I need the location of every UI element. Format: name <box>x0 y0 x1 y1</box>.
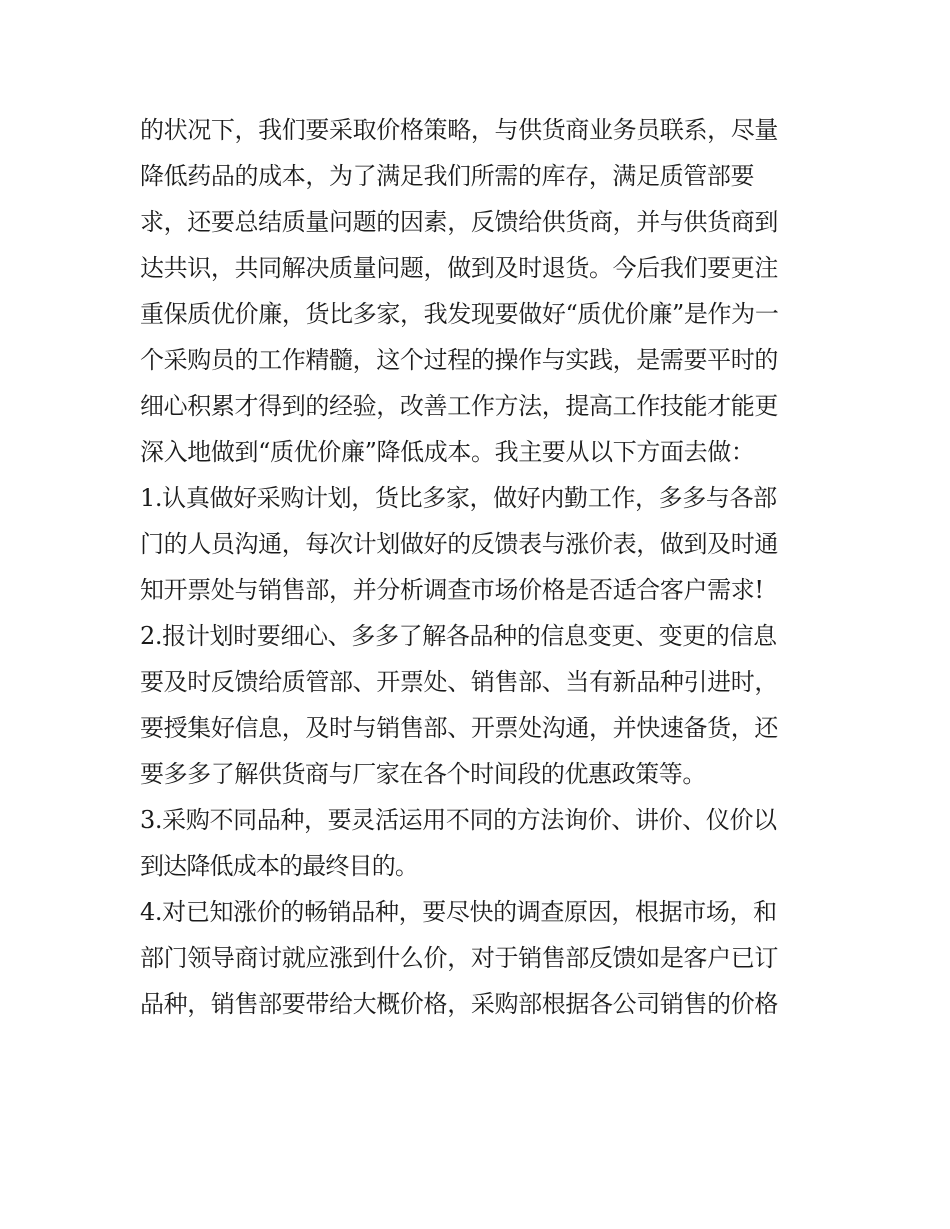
text-line: 个采购员的工作精髓，这个过程的操作与实践，是需要平时的 <box>140 346 779 374</box>
list-item-1-line: 知开票处与销售部，并分析调查市场价格是否适合客户需求! <box>140 576 764 604</box>
list-item-4-line: 品种，销售部要带给大概价格，采购部根据各公司销售的价格 <box>140 990 779 1018</box>
list-item-1-line: 门的人员沟通，每次计划做好的反馈表与涨价表，做到及时通 <box>140 530 779 558</box>
text-line: 降低药品的成本，为了满足我们所需的库存，满足质管部要 <box>140 162 755 190</box>
body-text <box>140 107 820 1027</box>
list-item-4-line: 4.对已知涨价的畅销品种，要尽快的调查原因，根据市场，和 <box>140 898 777 926</box>
list-item-3-line: 到达降低成本的最终目的。 <box>140 852 419 880</box>
list-item-2-line: 要授集好信息，及时与销售部、开票处沟通，并快速备货，还 <box>140 714 779 742</box>
text-line: 求，还要总结质量问题的因素，反馈给供货商，并与供货商到 <box>140 208 779 236</box>
text-line: 达共识，共同解决质量问题，做到及时退货。今后我们要更注 <box>140 254 779 282</box>
list-item-4-line: 部门领导商讨就应涨到什么价，对于销售部反馈如是客户已订 <box>140 944 779 972</box>
list-item-3-line: 3.采购不同品种，要灵活运用不同的方法询价、讲价、仪价以 <box>140 806 777 834</box>
list-item-2-line: 2.报计划时要细心、多多了解各品种的信息变更、变更的信息 <box>140 622 777 650</box>
text-line: 的状况下，我们要采取价格策略，与供货商业务员联系，尽量 <box>140 116 779 144</box>
text-line: 深入地做到“质优价廉”降低成本。我主要从以下方面去做： <box>140 438 755 466</box>
list-item-2-line: 要及时反馈给质管部、开票处、销售部、当有新品种引进时， <box>140 668 779 696</box>
text-line: 重保质优价廉，货比多家，我发现要做好“质优价廉”是作为一 <box>140 300 779 328</box>
text-line: 细心积累才得到的经验，改善工作方法，提高工作技能才能更 <box>140 392 779 420</box>
list-item-2-line: 要多多了解供货商与厂家在各个时间段的优惠政策等。 <box>140 760 706 788</box>
list-item-1-line: 1.认真做好采购计划，货比多家，做好内勤工作，多多与各部 <box>140 484 777 512</box>
